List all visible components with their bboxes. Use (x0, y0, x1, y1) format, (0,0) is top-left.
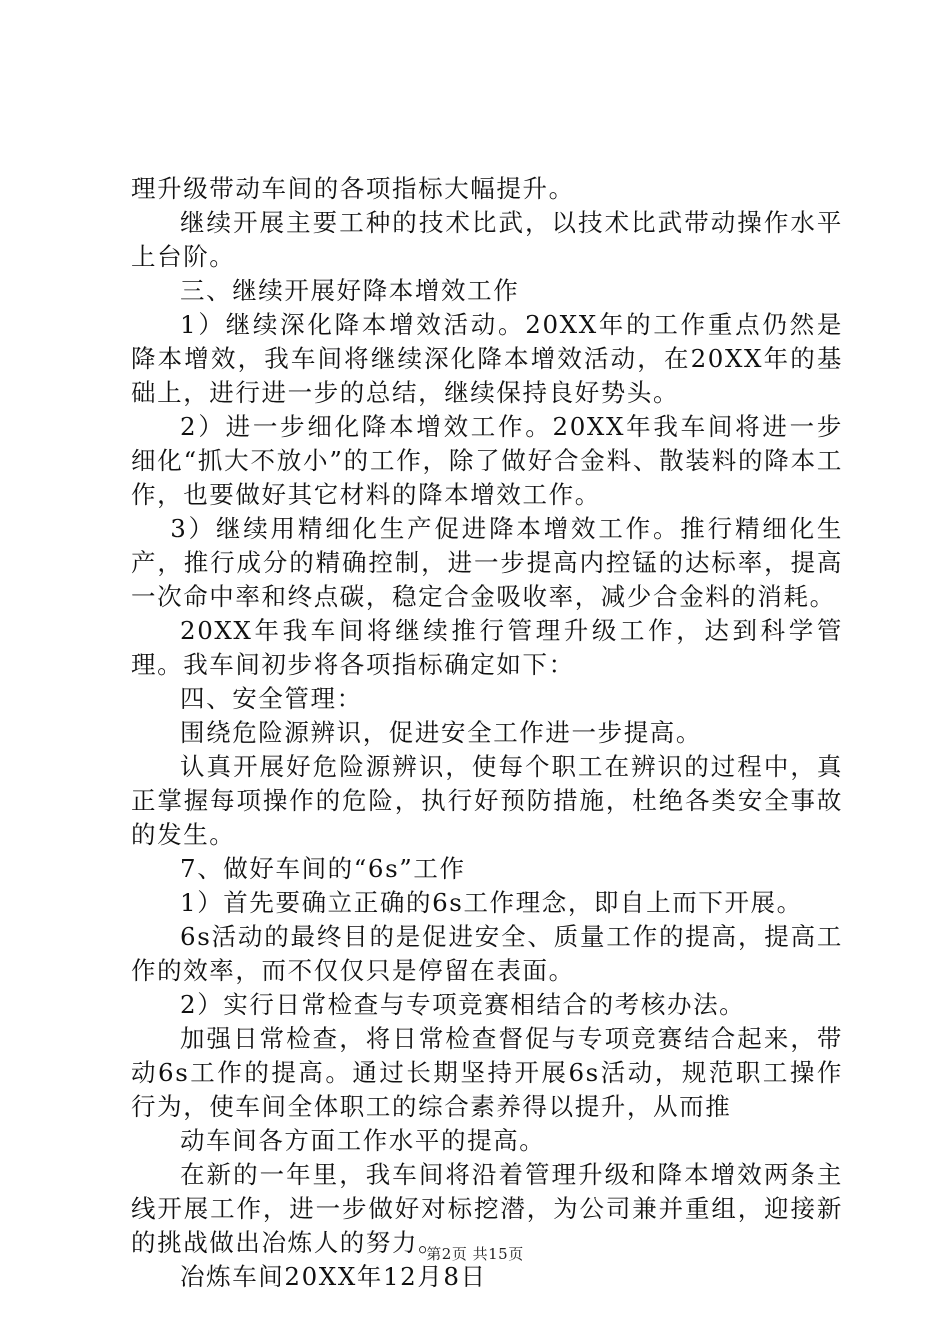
signature-line: 冶炼车间20XX年12月8日 (180, 1262, 487, 1291)
paragraph-6s-item-2: 2）实行日常检查与专项竞赛相结合的考核办法。 (180, 990, 746, 1019)
page-number-footer: 第2页 共15页 (426, 1245, 524, 1263)
section-heading-cost-reduction: 三、继续开展好降本增效工作 (180, 276, 520, 305)
paragraph-new-year: 在新的一年里，我车间将沿着管理升级和降本增效两条主线开展工作，进一步做好对标挖潜，为公司兼并重组，迎接新的挑战做出冶炼人的努力。 (131, 1160, 843, 1257)
section-heading-safety: 四、安全管理： (180, 684, 363, 713)
paragraph-hazard-identification: 围绕危险源辨识，促进安全工作进一步提高。 (180, 718, 702, 747)
document-body (131, 172, 843, 1294)
paragraph-item-2: 2）进一步细化降本增效工作。20XX年我车间将进一步细化“抓大不放小”的工作，除了做好合金料、散装料的降本工作，也要做好其它材料的降本增效工作。 (131, 412, 843, 509)
paragraph-6s-goal: 6s活动的最终目的是促进安全、质量工作的提高，提高工作的效率，而不仅仅只是停留在表面。 (131, 922, 843, 985)
paragraph-6s-inspection: 加强日常检查，将日常检查督促与专项竞赛结合起来，带动6s工作的提高。通过长期坚持开展6s活动，规范职工操作行为，使车间全体职工的综合素养得以提升，从而推 (131, 1024, 843, 1121)
paragraph-tech-competition: 继续开展主要工种的技术比武，以技术比武带动操作水平上台阶。 (131, 208, 843, 271)
paragraph-item-1: 1）继续深化降本增效活动。20XX年的工作重点仍然是降本增效，我车间将继续深化降本增效活动，在20XX年的基础上，进行进一步的总结，继续保持良好势头。 (131, 310, 843, 407)
paragraph-item-3: 3）继续用精细化生产促进降本增效工作。推行精细化生产，推行成分的精确控制，进一步提高内控锰的达标率，提高一次命中率和终点碳，稳定合金吸收率，减少合金料的消耗。 (131, 514, 843, 611)
paragraph-6s-continuation: 动车间各方面工作水平的提高。 (180, 1126, 546, 1155)
paragraph-6s-item-1: 1）首先要确立正确的6s工作理念，即自上而下开展。 (180, 888, 803, 917)
paragraph-continuation: 理升级带动车间的各项指标大幅提升。 (131, 174, 575, 203)
section-heading-6s: 7、做好车间的“6s”工作 (180, 854, 466, 883)
paragraph-hazard-detail: 认真开展好危险源辨识，使每个职工在辨识的过程中，真正掌握每项操作的危险，执行好预防措施，杜绝各类安全事故的发生。 (131, 752, 843, 849)
paragraph-management-upgrade: 20XX年我车间将继续推行管理升级工作，达到科学管理。我车间初步将各项指标确定如下： (131, 616, 843, 679)
